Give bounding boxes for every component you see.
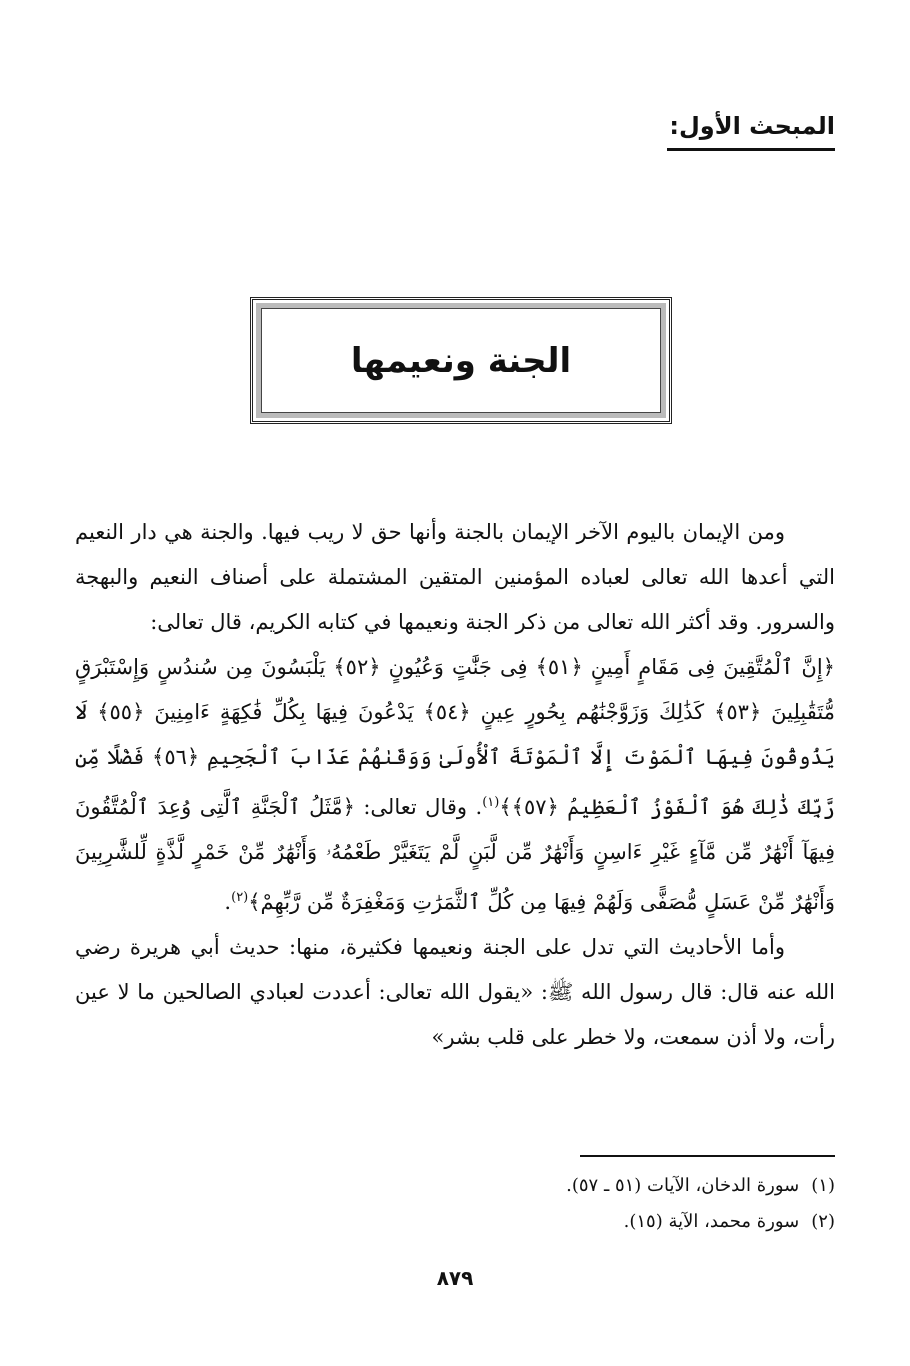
chapter-title: الجنة ونعيمها [350,340,572,381]
verse-lead-text: وقال تعالى: [354,795,468,819]
page-number: ٨٧٩ [436,1266,474,1290]
chapter-title-inner-frame [256,303,666,418]
footnote-ref-2: (٢) [231,890,249,905]
footnote-number: (٢) [811,1211,835,1232]
quran-verses-dukhan: ﴿إِنَّ ٱلْمُتَّقِينَ فِى مَقَامٍ أَمِينٍ ﴿٥١﴾ فِى جَنَّٰتٍ وَعُيُونٍ ﴿٥٢﴾ يَلْبَسُونَ مِن سُندُسٍ وَإِسْتَبْرَقٍ مُّتَقَٰبِلِينَ ﴿٥٣﴾ كَذَٰلِكَ وَزَوَّجْنَٰهُم بِحُورٍ عِينٍ ﴿٥٤﴾ يَدْعُونَ فِيهَا بِكُلِّ فَٰكِهَةٍ ءَامِنِينَ ﴿٥٥﴾ لَا يَذُوقُونَ فِيهَا ٱلْمَوْتَ إِلَّا ٱلْمَوْتَةَ ٱلْأُولَىٰ وَوَقَىٰهُمْ عَذَابَ ٱلْجَحِيمِ ﴿٥٦﴾ فَضْلًا مِّن رَّبِّكَ ذَٰلِكَ هُوَ ٱلْفَوْزُ ٱلْعَظِيمُ ﴿٥٧﴾﴾ [75,655,835,819]
chapter-title-frame [250,297,672,424]
section-heading: المبحث الأول: [669,112,835,140]
footnote-text: سورة محمد، الآية (١٥). [623,1211,800,1232]
quran-verse-block: ﴿إِنَّ ٱلْمُتَّقِينَ فِى مَقَامٍ أَمِينٍ ﴿٥١﴾ فِى جَنَّٰتٍ وَعُيُونٍ ﴿٥٢﴾ يَلْبَسُونَ مِن سُندُسٍ وَإِسْتَبْرَقٍ مُّتَقَٰبِلِينَ ﴿٥٣﴾ كَذَٰلِكَ وَزَوَّجْنَٰهُم بِحُورٍ عِينٍ ﴿٥٤﴾ يَدْعُونَ فِيهَا بِكُلِّ فَٰكِهَةٍ ءَامِنِينَ ﴿٥٥﴾ لَا يَذُوقُونَ فِيهَا ٱلْمَوْتَ إِلَّا ٱلْمَوْتَةَ ٱلْأُولَىٰ وَوَقَىٰهُمْ عَذَابَ ٱلْجَحِيمِ ﴿٥٦﴾ فَضْلًا مِّن رَّبِّكَ ذَٰلِكَ هُوَ ٱلْفَوْزُ ٱلْعَظِيمُ ﴿٥٧﴾﴾$^{(١)}$. وقال تعالى: ﴿مَّثَلُ ٱلْجَنَّةِ ٱلَّتِى وُعِدَ ٱلْمُتَّقُونَ فِيهَآ أَنْهَٰرٌ مِّن مَّآءٍ غَيْرِ ءَاسِنٍ وَأَنْهَٰرٌ مِّن لَّبَنٍ لَّمْ يَتَغَيَّرْ طَعْمُهُۥ وَأَنْهَٰرٌ مِّنْ خَمْرٍ لَّذَّةٍ لِّلشَّٰرِبِينَ وَأَنْهَٰرٌ مِّنْ عَسَلٍ مُّصَفًّى وَلَهُمْ فِيهَا مِن كُلِّ ٱلثَّمَرَٰتِ وَمَغْفِرَةٌ مِّن رَّبِّهِمْ﴾$^{(٢)}$. [75,655,835,914]
hadith-paragraph: وأما الأحاديث التي تدل على الجنة ونعيمها فكثيرة، منها: حديث أبي هريرة رضي الله عنه قال: قال رسول الله ﷺ: «يقول الله تعالى: أعددت لعبادي الصالحين ما لا عين رأت، ولا أذن سمعت، ولا خطر على قلب بشر» [75,935,835,1049]
footnote-item [335,1204,835,1240]
footnote-number: (١) [811,1175,835,1196]
main-text [75,510,835,1060]
footnote-item [335,1168,835,1204]
footnote-ref-1: (١) [482,795,500,810]
intro-paragraph: ومن الإيمان باليوم الآخر الإيمان بالجنة وأنها حق لا ريب فيها. والجنة هي دار النعيم التي أعدها الله تعالى لعباده المؤمنين المتقين المشتملة على أصناف النعيم والبهجة والسرور. وقد أكثر الله تعالى من ذكر الجنة ونعيمها في كتابه الكريم، قال تعالى: [75,520,835,634]
footnote-separator [580,1155,835,1157]
footnotes [335,1168,835,1240]
verse-end-period: . [224,890,232,914]
section-heading-underline [667,148,835,151]
quran-verse-muhammad: ﴿مَّثَلُ ٱلْجَنَّةِ ٱلَّتِى وُعِدَ ٱلْمُتَّقُونَ فِيهَآ أَنْهَٰرٌ مِّن مَّآءٍ غَيْرِ ءَاسِنٍ وَأَنْهَٰرٌ مِّن لَّبَنٍ لَّمْ يَتَغَيَّرْ طَعْمُهُۥ وَأَنْهَٰرٌ مِّنْ خَمْرٍ لَّذَّةٍ لِّلشَّٰرِبِينَ وَأَنْهَٰرٌ مِّنْ عَسَلٍ مُّصَفًّى وَلَهُمْ فِيهَا مِن كُلِّ ٱلثَّمَرَٰتِ وَمَغْفِرَةٌ مِّن رَّبِّهِمْ﴾ [75,795,835,914]
footnote-text: سورة الدخان، الآيات (٥١ ـ ٥٧). [566,1175,800,1196]
